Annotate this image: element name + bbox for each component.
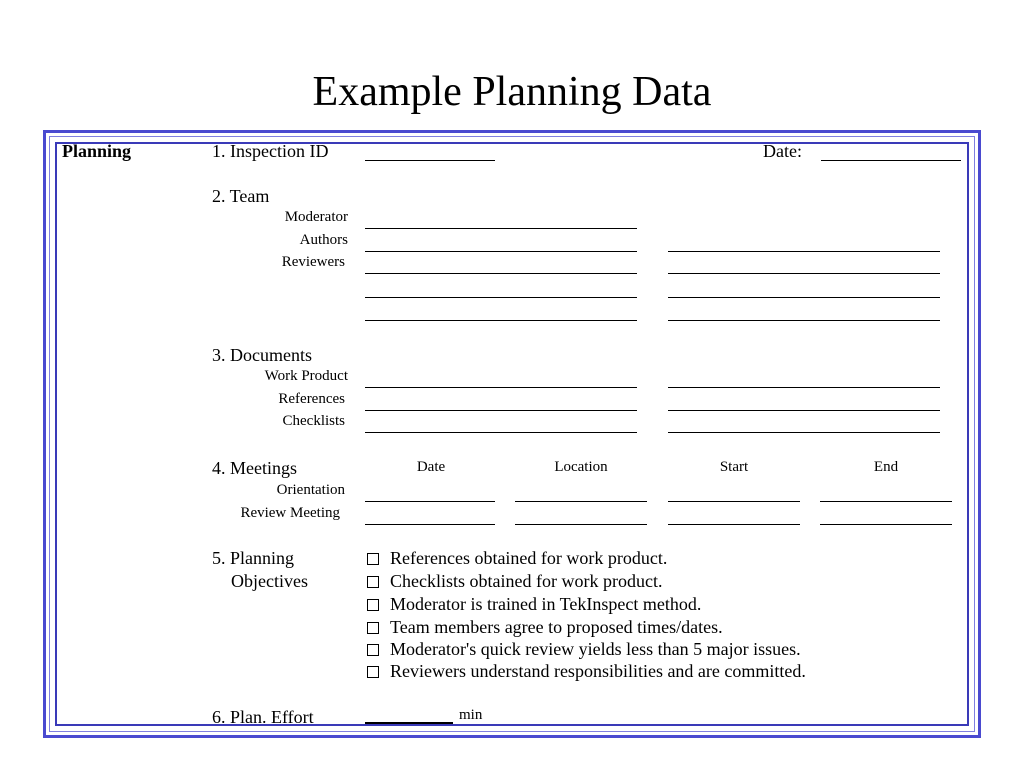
date-field[interactable] xyxy=(821,160,961,161)
column-location: Location xyxy=(554,459,608,475)
work-product-field-1[interactable] xyxy=(365,387,637,388)
objective-text: Moderator is trained in TekInspect method. xyxy=(390,594,702,614)
checklists-label: Checklists xyxy=(282,413,345,429)
plan-effort-unit: min xyxy=(459,707,483,723)
orientation-start-field[interactable] xyxy=(668,501,800,502)
planning-label: Planning xyxy=(62,141,132,161)
objective-text: References obtained for work product. xyxy=(390,548,668,568)
work-product-field-2[interactable] xyxy=(668,387,940,388)
slide-title: Example Planning Data xyxy=(312,69,712,115)
date-label: Date: xyxy=(763,141,802,161)
work-product-label: Work Product xyxy=(264,368,348,384)
objective-text: Reviewers understand responsibilities and are committed. xyxy=(390,661,806,681)
checkbox[interactable] xyxy=(367,644,379,656)
orientation-label: Orientation xyxy=(276,482,345,498)
objective-text: Checklists obtained for work product. xyxy=(390,571,663,591)
references-field-2[interactable] xyxy=(668,410,940,411)
checkbox[interactable] xyxy=(367,576,379,588)
reviewers-field-1[interactable] xyxy=(365,273,637,274)
objective-item[interactable] xyxy=(367,639,801,660)
documents-heading: 3. Documents xyxy=(212,345,312,365)
authors-field-1[interactable] xyxy=(365,251,637,252)
inspection-id-field[interactable] xyxy=(365,160,495,161)
objectives-heading-line2: Objectives xyxy=(231,571,308,591)
reviewers-field-3[interactable] xyxy=(365,297,637,298)
column-date: Date xyxy=(416,459,446,475)
authors-field-2[interactable] xyxy=(668,251,940,252)
review-end-field[interactable] xyxy=(820,524,952,525)
objective-text: Moderator's quick review yields less than 5 major issues. xyxy=(390,639,801,659)
authors-label: Authors xyxy=(299,232,348,248)
objective-item[interactable] xyxy=(367,617,723,638)
meetings-heading: 4. Meetings xyxy=(212,458,297,478)
orientation-location-field[interactable] xyxy=(515,501,647,502)
objective-item[interactable] xyxy=(367,548,667,569)
reviewers-field-6[interactable] xyxy=(668,320,940,321)
objective-item[interactable] xyxy=(367,571,662,592)
orientation-date-field[interactable] xyxy=(365,501,495,502)
objective-item[interactable] xyxy=(367,594,701,615)
checklists-field-2[interactable] xyxy=(668,432,940,433)
plan-effort-field[interactable] xyxy=(365,722,453,724)
objectives-heading-line1: 5. Planning xyxy=(212,548,295,568)
checkbox[interactable] xyxy=(367,599,379,611)
references-label: References xyxy=(278,391,345,407)
reviewers-field-2[interactable] xyxy=(668,273,940,274)
checkbox[interactable] xyxy=(367,553,379,565)
references-field-1[interactable] xyxy=(365,410,637,411)
review-location-field[interactable] xyxy=(515,524,647,525)
objective-item[interactable] xyxy=(367,661,806,682)
review-date-field[interactable] xyxy=(365,524,495,525)
column-start: Start xyxy=(719,459,749,475)
orientation-end-field[interactable] xyxy=(820,501,952,502)
review-start-field[interactable] xyxy=(668,524,800,525)
column-end: End xyxy=(873,459,899,475)
moderator-field[interactable] xyxy=(365,228,637,229)
moderator-label: Moderator xyxy=(284,209,348,225)
checkbox[interactable] xyxy=(367,622,379,634)
reviewers-field-4[interactable] xyxy=(668,297,940,298)
checkbox[interactable] xyxy=(367,666,379,678)
inspection-id-label: 1. Inspection ID xyxy=(212,141,329,161)
checklists-field-1[interactable] xyxy=(365,432,637,433)
plan-effort-label: 6. Plan. Effort xyxy=(212,707,314,727)
review-meeting-label: Review Meeting xyxy=(240,505,340,521)
objective-text: Team members agree to proposed times/dates. xyxy=(390,617,723,637)
reviewers-field-5[interactable] xyxy=(365,320,637,321)
team-heading: 2. Team xyxy=(212,186,270,206)
reviewers-label: Reviewers xyxy=(281,254,345,270)
